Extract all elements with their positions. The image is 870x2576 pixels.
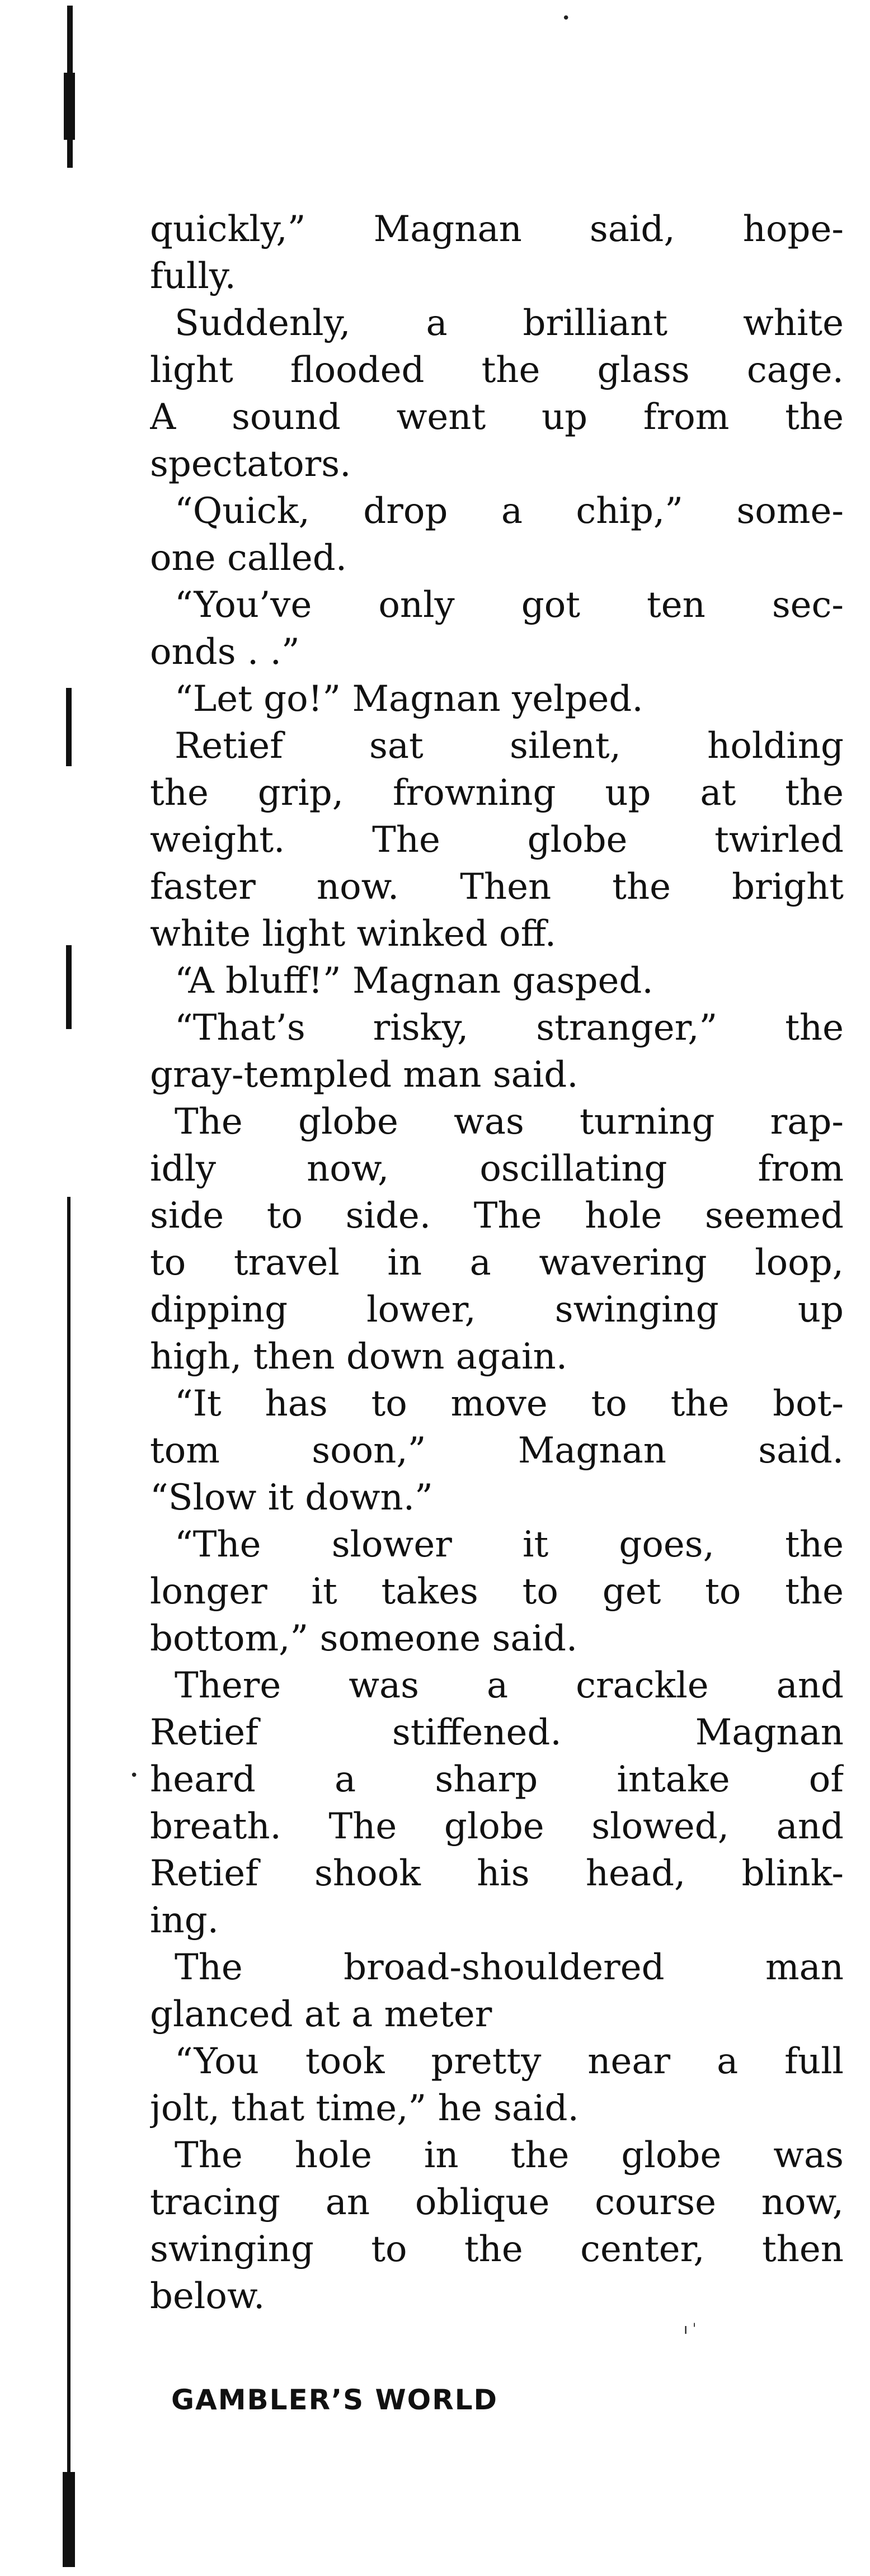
text-line: high, then down again. [150,1336,568,1377]
text-line: jolt, that time,” he said. [150,2088,579,2129]
text-line: breath. The globe slowed, and [150,1806,844,1847]
text-line: “That’s risky, stranger,” the [175,1007,844,1049]
scan-speck: • [130,1767,139,1784]
text-line: light flooded the glass cage. [150,350,844,391]
scan-speck: ı ˈ [684,2321,697,2338]
scan-margin-mark [63,2472,75,2567]
text-line: idly now, oscillating from [150,1148,844,1190]
text-line: Retief shook his head, blink- [150,1853,844,1894]
text-line: Suddenly, a brilliant white [175,303,844,344]
text-line: fully. [150,256,236,297]
text-line: The broad-shouldered man [175,1947,844,1988]
text-line: white light winked off. [150,913,557,955]
text-line: tracing an oblique course now, [150,2182,844,2223]
text-line: “A bluff!” Magnan gasped. [175,960,653,1002]
text-line: longer it takes to get to the [150,1571,844,1612]
text-line: spectators. [150,444,351,485]
text-line: “Let go!” Magnan yelped. [175,678,643,720]
text-line: “It has to move to the bot- [175,1383,844,1424]
scan-margin-mark [64,73,75,140]
text-line: to travel in a wavering loop, [150,1242,844,1284]
text-line: “The slower it goes, the [175,1524,844,1565]
text-line: side to side. The hole seemed [150,1195,844,1237]
text-line: “You’ve only got ten sec- [175,584,844,626]
text-line: one called. [150,537,347,579]
text-line: The globe was turning rap- [175,1101,844,1143]
text-line: bottom,” someone said. [150,1618,578,1659]
running-footer: GAMBLER’S WORLD [171,2384,499,2416]
text-line: A sound went up from the [150,397,844,438]
scan-margin-mark [66,945,72,1029]
text-line: gray-templed man said. [150,1054,579,1096]
text-line: weight. The globe twirled [150,819,844,861]
text-line: tom soon,” Magnan said. [150,1430,844,1471]
text-line: swinging to the center, then [150,2229,844,2270]
text-line: Retief sat silent, holding [175,725,844,767]
text-line: dipping lower, swinging up [150,1289,844,1331]
text-line: There was a crackle and [175,1665,844,1706]
text-line: the grip, frowning up at the [150,772,844,814]
article-text-column [150,206,844,2320]
text-line: faster now. Then the bright [150,866,844,908]
text-line: The hole in the globe was [175,2135,844,2176]
text-line: quickly,” Magnan said, hope- [150,209,844,250]
text-line: below. [150,2276,265,2317]
text-line: “Quick, drop a chip,” some- [175,490,844,532]
text-line: onds . .” [150,631,300,673]
text-line: ing. [150,1900,219,1941]
scan-speck: • [562,10,571,27]
text-line: glanced at a meter [150,1994,492,2035]
text-line: Retief stiffened. Magnan [150,1712,844,1753]
text-line: “Slow it down.” [150,1477,433,1518]
scan-margin-mark [66,688,72,766]
text-line: “You took pretty near a full [175,2041,844,2082]
text-line: heard a sharp intake of [150,1759,844,1800]
scan-margin-mark [67,1197,70,2561]
